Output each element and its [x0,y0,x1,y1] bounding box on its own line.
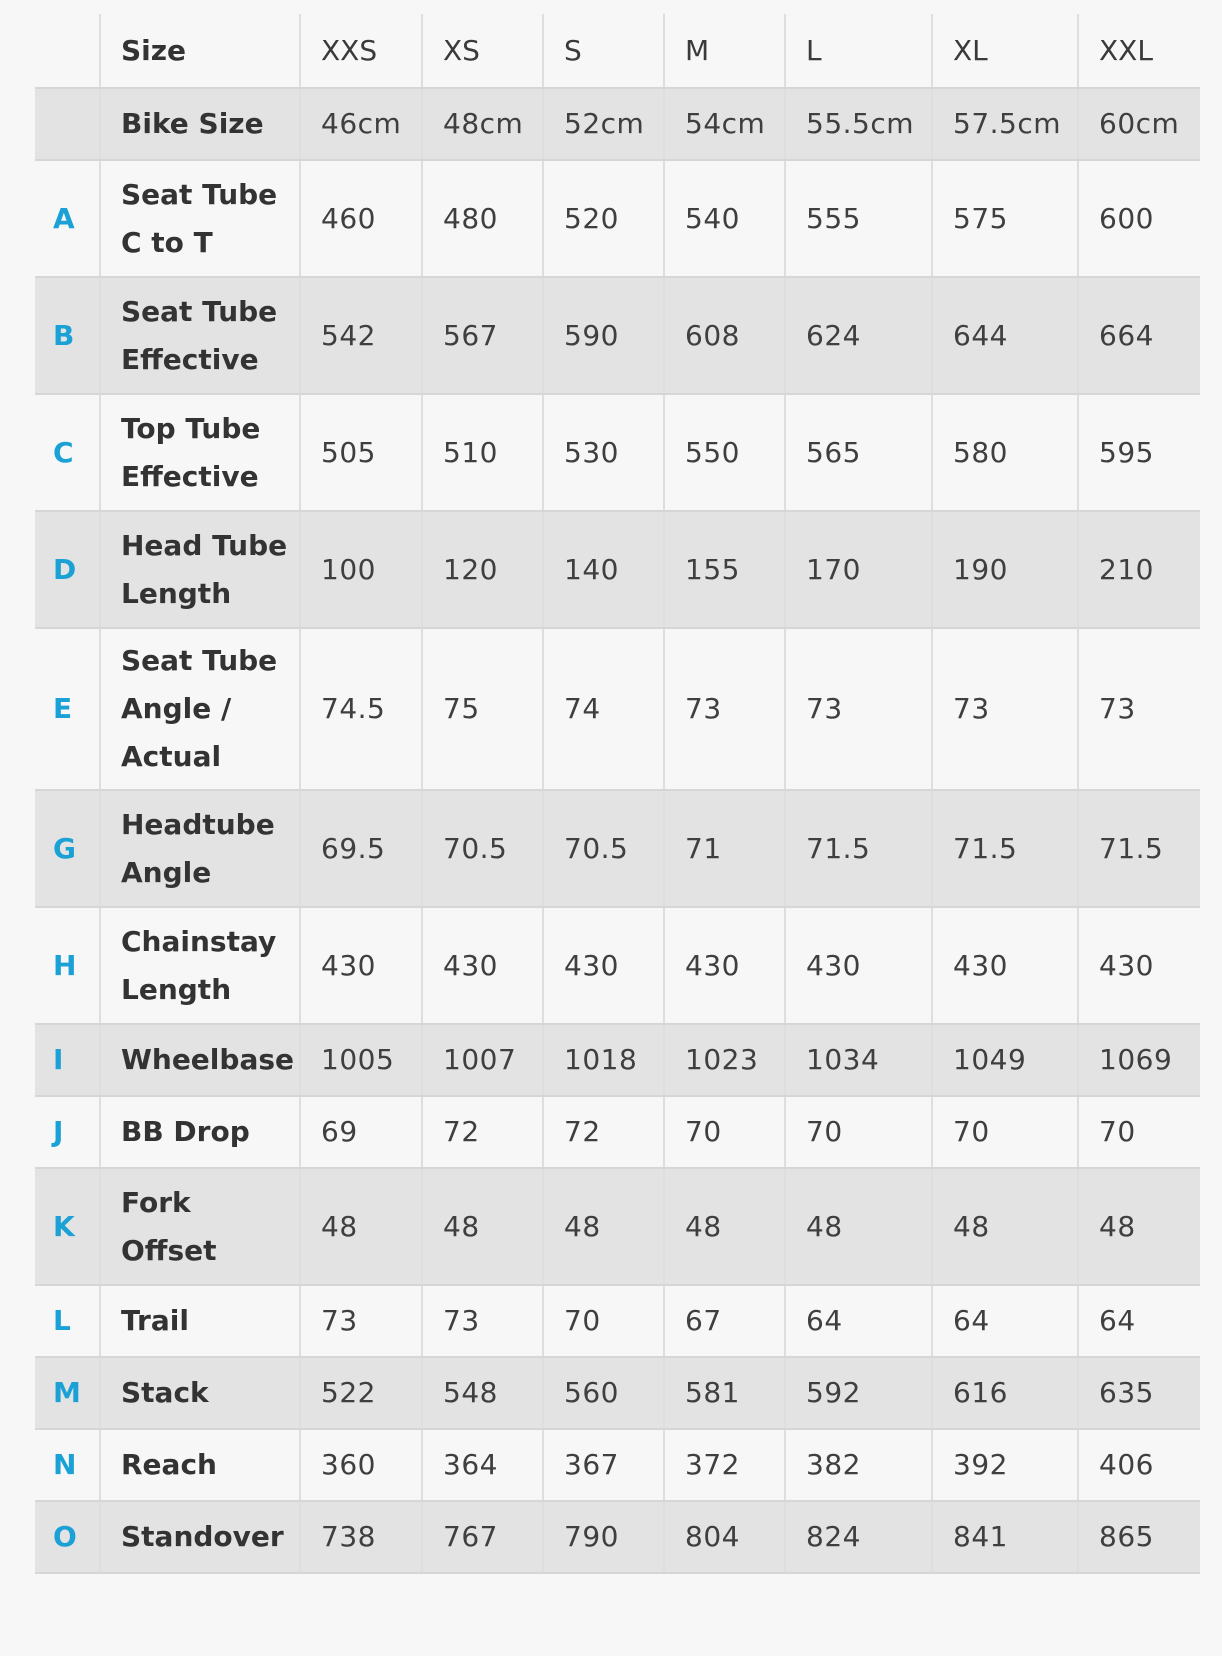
row-label: Seat Tube Angle / Actual [100,628,300,790]
row-value: 48 [664,1168,785,1285]
row-value: 48 [932,1168,1078,1285]
row-label: Wheelbase [100,1024,300,1096]
row-value: 48 [300,1168,422,1285]
row-letter: C [35,394,100,511]
row-value: 1007 [422,1024,543,1096]
row-value: 1018 [543,1024,664,1096]
row-letter [35,88,100,160]
row-value: 804 [664,1501,785,1573]
row-value: 71.5 [785,790,932,907]
row-value: 608 [664,277,785,394]
row-value: 64 [1078,1285,1200,1357]
row-value: 738 [300,1501,422,1573]
row-value: 575 [932,160,1078,277]
row-letter: J [35,1096,100,1168]
table-row [35,1429,1200,1501]
header-row [35,14,1200,88]
header-size-xs: XS [422,14,543,88]
row-value: 190 [932,511,1078,628]
row-value: 530 [543,394,664,511]
header-size-l: L [785,14,932,88]
row-value: 664 [1078,277,1200,394]
row-value: 70 [1078,1096,1200,1168]
row-value: 510 [422,394,543,511]
row-value: 1034 [785,1024,932,1096]
row-value: 67 [664,1285,785,1357]
row-value: 624 [785,277,932,394]
row-value: 406 [1078,1429,1200,1501]
row-value: 364 [422,1429,543,1501]
row-value: 560 [543,1357,664,1429]
geometry-table [35,14,1200,1574]
row-value: 581 [664,1357,785,1429]
row-value: 73 [1078,628,1200,790]
row-value: 54cm [664,88,785,160]
row-value: 73 [785,628,932,790]
row-letter: B [35,277,100,394]
row-value: 592 [785,1357,932,1429]
row-value: 548 [422,1357,543,1429]
row-value: 542 [300,277,422,394]
row-value: 367 [543,1429,664,1501]
geometry-table-container [35,14,1200,1574]
table-row [35,160,1200,277]
table-row [35,511,1200,628]
row-value: 372 [664,1429,785,1501]
row-value: 430 [300,907,422,1024]
row-value: 70.5 [543,790,664,907]
row-value: 74.5 [300,628,422,790]
row-value: 595 [1078,394,1200,511]
row-value: 70 [932,1096,1078,1168]
row-label: Stack [100,1357,300,1429]
row-value: 74 [543,628,664,790]
row-value: 170 [785,511,932,628]
row-letter: G [35,790,100,907]
row-value: 57.5cm [932,88,1078,160]
row-value: 430 [932,907,1078,1024]
row-value: 48 [543,1168,664,1285]
row-value: 1023 [664,1024,785,1096]
row-value: 1069 [1078,1024,1200,1096]
row-value: 550 [664,394,785,511]
row-value: 73 [664,628,785,790]
row-label: Chainstay Length [100,907,300,1024]
row-value: 71 [664,790,785,907]
row-label: Standover [100,1501,300,1573]
row-letter: D [35,511,100,628]
row-value: 635 [1078,1357,1200,1429]
row-value: 567 [422,277,543,394]
row-value: 505 [300,394,422,511]
table-row [35,907,1200,1024]
row-value: 73 [932,628,1078,790]
row-value: 865 [1078,1501,1200,1573]
table-row [35,277,1200,394]
row-value: 430 [422,907,543,1024]
row-value: 73 [300,1285,422,1357]
row-value: 430 [1078,907,1200,1024]
row-value: 70 [664,1096,785,1168]
row-value: 48 [1078,1168,1200,1285]
row-value: 644 [932,277,1078,394]
row-value: 520 [543,160,664,277]
table-row [35,1357,1200,1429]
table-row [35,394,1200,511]
row-value: 140 [543,511,664,628]
row-value: 72 [543,1096,664,1168]
table-body [35,88,1200,1573]
row-value: 210 [1078,511,1200,628]
row-value: 841 [932,1501,1078,1573]
row-label: Reach [100,1429,300,1501]
row-value: 392 [932,1429,1078,1501]
row-value: 52cm [543,88,664,160]
row-value: 69 [300,1096,422,1168]
row-letter: N [35,1429,100,1501]
row-label: Headtube Angle [100,790,300,907]
header-blank-cell [35,14,100,88]
row-value: 382 [785,1429,932,1501]
row-label: Seat Tube Effective [100,277,300,394]
table-row [35,1168,1200,1285]
row-value: 540 [664,160,785,277]
row-value: 70 [785,1096,932,1168]
row-value: 70 [543,1285,664,1357]
table-row [35,1501,1200,1573]
row-value: 48 [785,1168,932,1285]
row-value: 616 [932,1357,1078,1429]
row-letter: O [35,1501,100,1573]
row-value: 75 [422,628,543,790]
header-size-xxl: XXL [1078,14,1200,88]
row-label: Head Tube Length [100,511,300,628]
row-label: Trail [100,1285,300,1357]
table-row [35,1285,1200,1357]
row-value: 824 [785,1501,932,1573]
row-value: 590 [543,277,664,394]
row-value: 73 [422,1285,543,1357]
row-value: 64 [932,1285,1078,1357]
row-value: 120 [422,511,543,628]
row-value: 100 [300,511,422,628]
row-value: 69.5 [300,790,422,907]
header-size-m: M [664,14,785,88]
row-value: 555 [785,160,932,277]
row-value: 430 [543,907,664,1024]
row-value: 460 [300,160,422,277]
row-letter: A [35,160,100,277]
row-value: 767 [422,1501,543,1573]
row-value: 55.5cm [785,88,932,160]
row-value: 360 [300,1429,422,1501]
row-letter: L [35,1285,100,1357]
row-value: 565 [785,394,932,511]
row-label: BB Drop [100,1096,300,1168]
row-letter: I [35,1024,100,1096]
table-row [35,1096,1200,1168]
row-value: 72 [422,1096,543,1168]
row-value: 1005 [300,1024,422,1096]
table-row [35,88,1200,160]
row-value: 430 [664,907,785,1024]
row-value: 580 [932,394,1078,511]
row-letter: M [35,1357,100,1429]
header-size-label: Size [100,14,300,88]
row-value: 480 [422,160,543,277]
row-letter: E [35,628,100,790]
row-value: 48cm [422,88,543,160]
row-label: Seat Tube C to T [100,160,300,277]
table-row [35,790,1200,907]
row-value: 64 [785,1285,932,1357]
row-value: 60cm [1078,88,1200,160]
row-value: 155 [664,511,785,628]
row-value: 48 [422,1168,543,1285]
row-letter: H [35,907,100,1024]
row-value: 46cm [300,88,422,160]
row-letter: K [35,1168,100,1285]
table-row [35,628,1200,790]
row-value: 790 [543,1501,664,1573]
row-value: 522 [300,1357,422,1429]
row-value: 430 [785,907,932,1024]
row-value: 600 [1078,160,1200,277]
row-label: Bike Size [100,88,300,160]
row-value: 1049 [932,1024,1078,1096]
header-size-s: S [543,14,664,88]
row-label: Top Tube Effective [100,394,300,511]
table-row [35,1024,1200,1096]
row-value: 71.5 [1078,790,1200,907]
header-size-xl: XL [932,14,1078,88]
row-value: 70.5 [422,790,543,907]
header-size-xxs: XXS [300,14,422,88]
row-label: Fork Offset [100,1168,300,1285]
row-value: 71.5 [932,790,1078,907]
